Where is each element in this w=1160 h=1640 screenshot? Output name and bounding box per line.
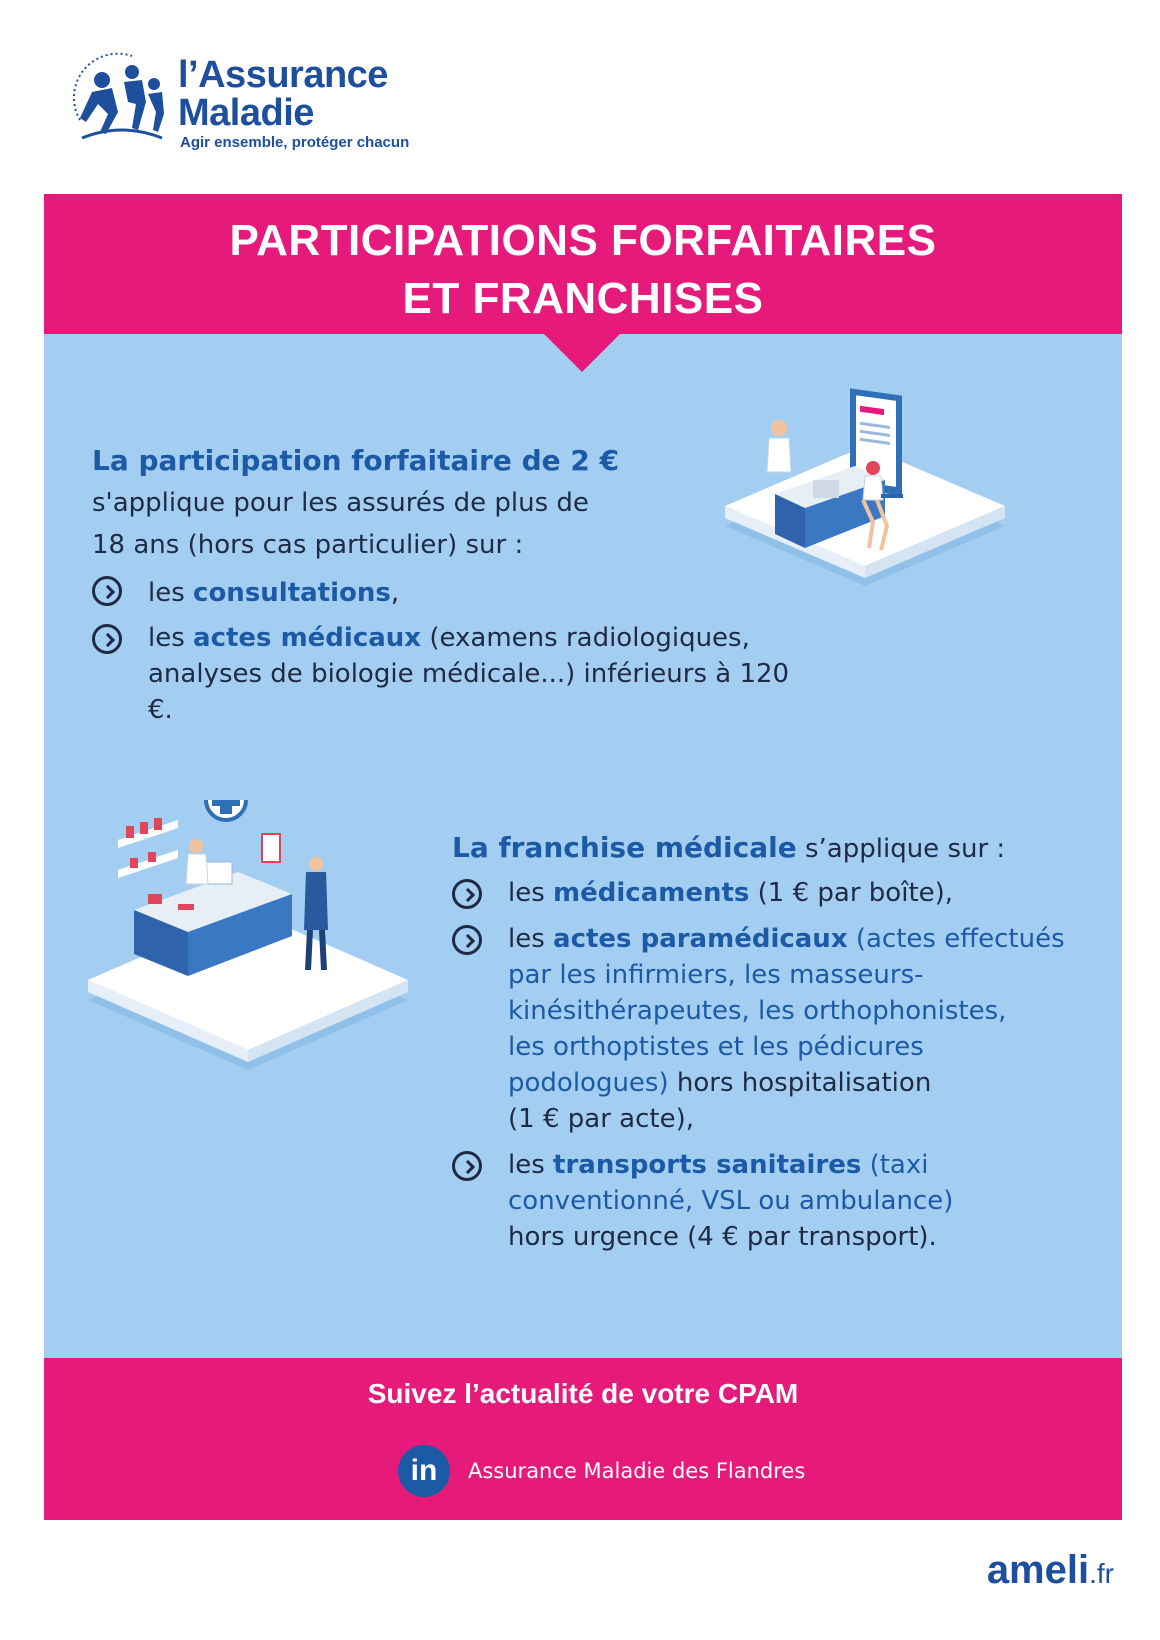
- ameli-brand: ameli.fr: [986, 1548, 1114, 1592]
- title-banner: [44, 194, 1122, 334]
- footer-title: Suivez l’actualité de votre CPAM: [367, 1378, 799, 1409]
- chevron-right-circle-icon: [452, 879, 482, 909]
- section-heading-line: [452, 830, 1072, 867]
- section-heading: La participation forfaitaire de 2 €: [92, 444, 620, 477]
- footer-banner: [44, 1358, 1122, 1520]
- banner-pointer: [544, 334, 620, 372]
- linkedin-label[interactable]: Assurance Maladie des Flandres: [468, 1459, 806, 1483]
- family-logo-icon: [62, 42, 172, 152]
- participation-forfaitaire-section: [92, 440, 812, 728]
- list-item-transports-sanitaires: les transports sanitaires (taxi conventionné, VSL ou ambulance) hors urgence (4 € par transport).: [452, 1147, 1072, 1255]
- org-name: l’Assurance Maladie: [178, 54, 388, 134]
- section-heading-rest: s’applique sur :: [796, 834, 1006, 864]
- linkedin-link[interactable]: [398, 1444, 805, 1498]
- section-intro: s'applique pour les assurés de plus de 18 ans (hors cas particulier) sur :: [92, 488, 589, 560]
- chevron-right-circle-icon: [92, 624, 122, 654]
- list-item-actes-medicaux: les actes médicaux (examens radiologiques, analyses de biologie médicale...) inférieurs à 120 €.: [92, 620, 812, 728]
- list-item-consultations: les consultations,: [92, 572, 812, 614]
- page-title: PARTICIPATIONS FORFAITAIRES ET FRANCHISES: [229, 216, 937, 323]
- org-tagline: Agir ensemble, protéger chacun: [180, 134, 410, 151]
- chevron-right-circle-icon: [92, 576, 122, 606]
- assurance-maladie-logo: [62, 42, 442, 162]
- section-heading: La franchise médicale: [452, 831, 797, 864]
- chevron-right-circle-icon: [452, 925, 482, 955]
- list-item-actes-paramedicaux: les actes paramédicaux (actes effectués par les infirmiers, les masseurs- kinésithérapeutes, les orthophonistes, les orthoptistes et les pédicures podologues) hors hospitalisation (1 € par acte),: [452, 921, 1072, 1137]
- pharmacy-counter-illustration: [78, 800, 418, 1110]
- list-item-medicaments: les médicaments (1 € par boîte),: [452, 875, 1072, 911]
- linkedin-icon[interactable]: in: [398, 1445, 450, 1497]
- franchise-medicale-section: [452, 830, 1072, 1255]
- chevron-right-circle-icon: [452, 1151, 482, 1181]
